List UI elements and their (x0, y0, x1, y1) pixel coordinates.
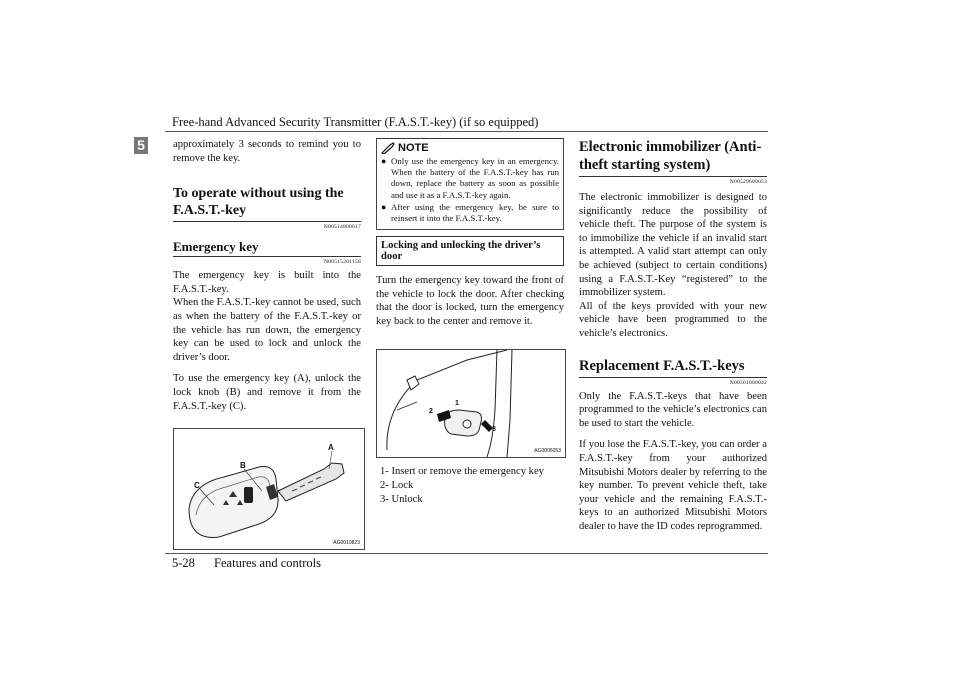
column-2 (376, 138, 564, 507)
section-name: Features and controls (214, 556, 321, 570)
reference-code: N00529600053 (729, 179, 767, 185)
note-item-text: After using the emergency key, be sure to reinsert it into the F.A.S.T.-key. (391, 201, 559, 224)
paragraph: If you lose the F.A.S.T.-key, you can order a F.A.S.T.-key from your authorized Mitsubishi Motors dealer by referring to the key number. To prevent vehicle theft, take your vehicle and the remaining F.A.S.T.-keys to an authorized Mitsubishi Motors dealer to have the ID codes reprogrammed. (579, 439, 767, 532)
door-lock-figure (376, 349, 566, 458)
paragraph: Turn the emergency key toward the front of the vehicle to lock the door. After checking that the door is locked, turn the emergency key back to the center and remove it. (376, 275, 564, 327)
figure-code: AG0006053 (534, 447, 561, 454)
column-3 (579, 138, 767, 533)
section-heading-replacement-keys: Replacement F.A.S.T.-keys (579, 357, 767, 378)
column-1 (173, 138, 361, 550)
door-illustration (377, 350, 565, 457)
paragraph: Only the F.A.S.T.-keys that have been programmed to the vehicle’s electronics can be used to start the vehicle. (579, 390, 767, 429)
footer (172, 556, 321, 571)
label-b: B (240, 461, 246, 471)
label-c: C (194, 481, 200, 491)
paragraph: When the F.A.S.T.-key cannot be used, such as when the battery of the F.A.S.T.-key or the vehicle has run down, the emergency key can be used to lock and unlock the driver’s door. (173, 297, 361, 363)
figure-code: AG0010823 (333, 540, 360, 547)
note-item-text: Only use the emergency key in an emergency. When the battery of the F.A.S.T.-key has run down, replace the battery as soon as possible and use it as a F.A.S.T.-key again. (391, 156, 559, 200)
paragraph: The emergency key is built into the F.A.S.T.-key. (173, 270, 361, 295)
chapter-tab: 5 (134, 137, 148, 154)
paragraph: All of the keys provided with your new vehicle have been programmed to the vehicle’s electronics. (579, 300, 767, 339)
list-item: 2- Lock (380, 479, 414, 491)
paragraph: To use the emergency key (A), unlock the lock knob (B) and remove it from the F.A.S.T.-key (C). (173, 373, 361, 412)
label-a: A (328, 443, 334, 453)
label-2: 2 (429, 407, 433, 415)
section-heading-operate-without-key: To operate without using the F.A.S.T.-key (173, 185, 361, 222)
bullet-icon: ● (381, 201, 387, 212)
reference-code: N00561000042 (729, 379, 767, 386)
note-title: NOTE (398, 142, 429, 154)
page-number: 5-28 (172, 556, 195, 570)
label-3: 3 (492, 425, 496, 433)
list-item: 1- Insert or remove the emergency key (380, 465, 544, 477)
running-header-title: Free-hand Advanced Security Transmitter (F.A.S.T.-key) (if so equipped) (172, 115, 539, 129)
reference-code: N00514800017 (323, 224, 361, 231)
subheading-emergency-key: Emergency key (173, 239, 361, 257)
section-heading-immobilizer: Electronic immobilizer (Anti-theft starting system) (579, 138, 767, 177)
label-1: 1 (455, 399, 459, 407)
note-icon (381, 142, 395, 154)
note-item (381, 202, 559, 224)
note-item (381, 156, 559, 201)
note-box (376, 138, 564, 230)
reference-code: N00515201158 (324, 259, 361, 266)
paragraph: The electronic immobilizer is designed to significantly reduce the possibility of vehicle theft. The purpose of the system is to immobilize the vehicle if an invalid start is attempted. A valid start attempt can only be achieved (subject to certain conditions) using a F.A.S.T.-Key “registered” to the immobilizer system. (579, 192, 767, 299)
list-item: 3- Unlock (380, 493, 423, 505)
intro-text: approximately 3 seconds to remind you to remove the key. (173, 139, 361, 164)
bullet-icon: ● (381, 156, 387, 166)
emergency-key-figure (173, 428, 365, 550)
boxed-heading-locking: Locking and unlocking the driver’s door (376, 236, 564, 266)
header-rule (165, 131, 768, 132)
note-header (381, 142, 559, 154)
footer-rule (165, 553, 768, 554)
fob-illustration (174, 429, 364, 549)
